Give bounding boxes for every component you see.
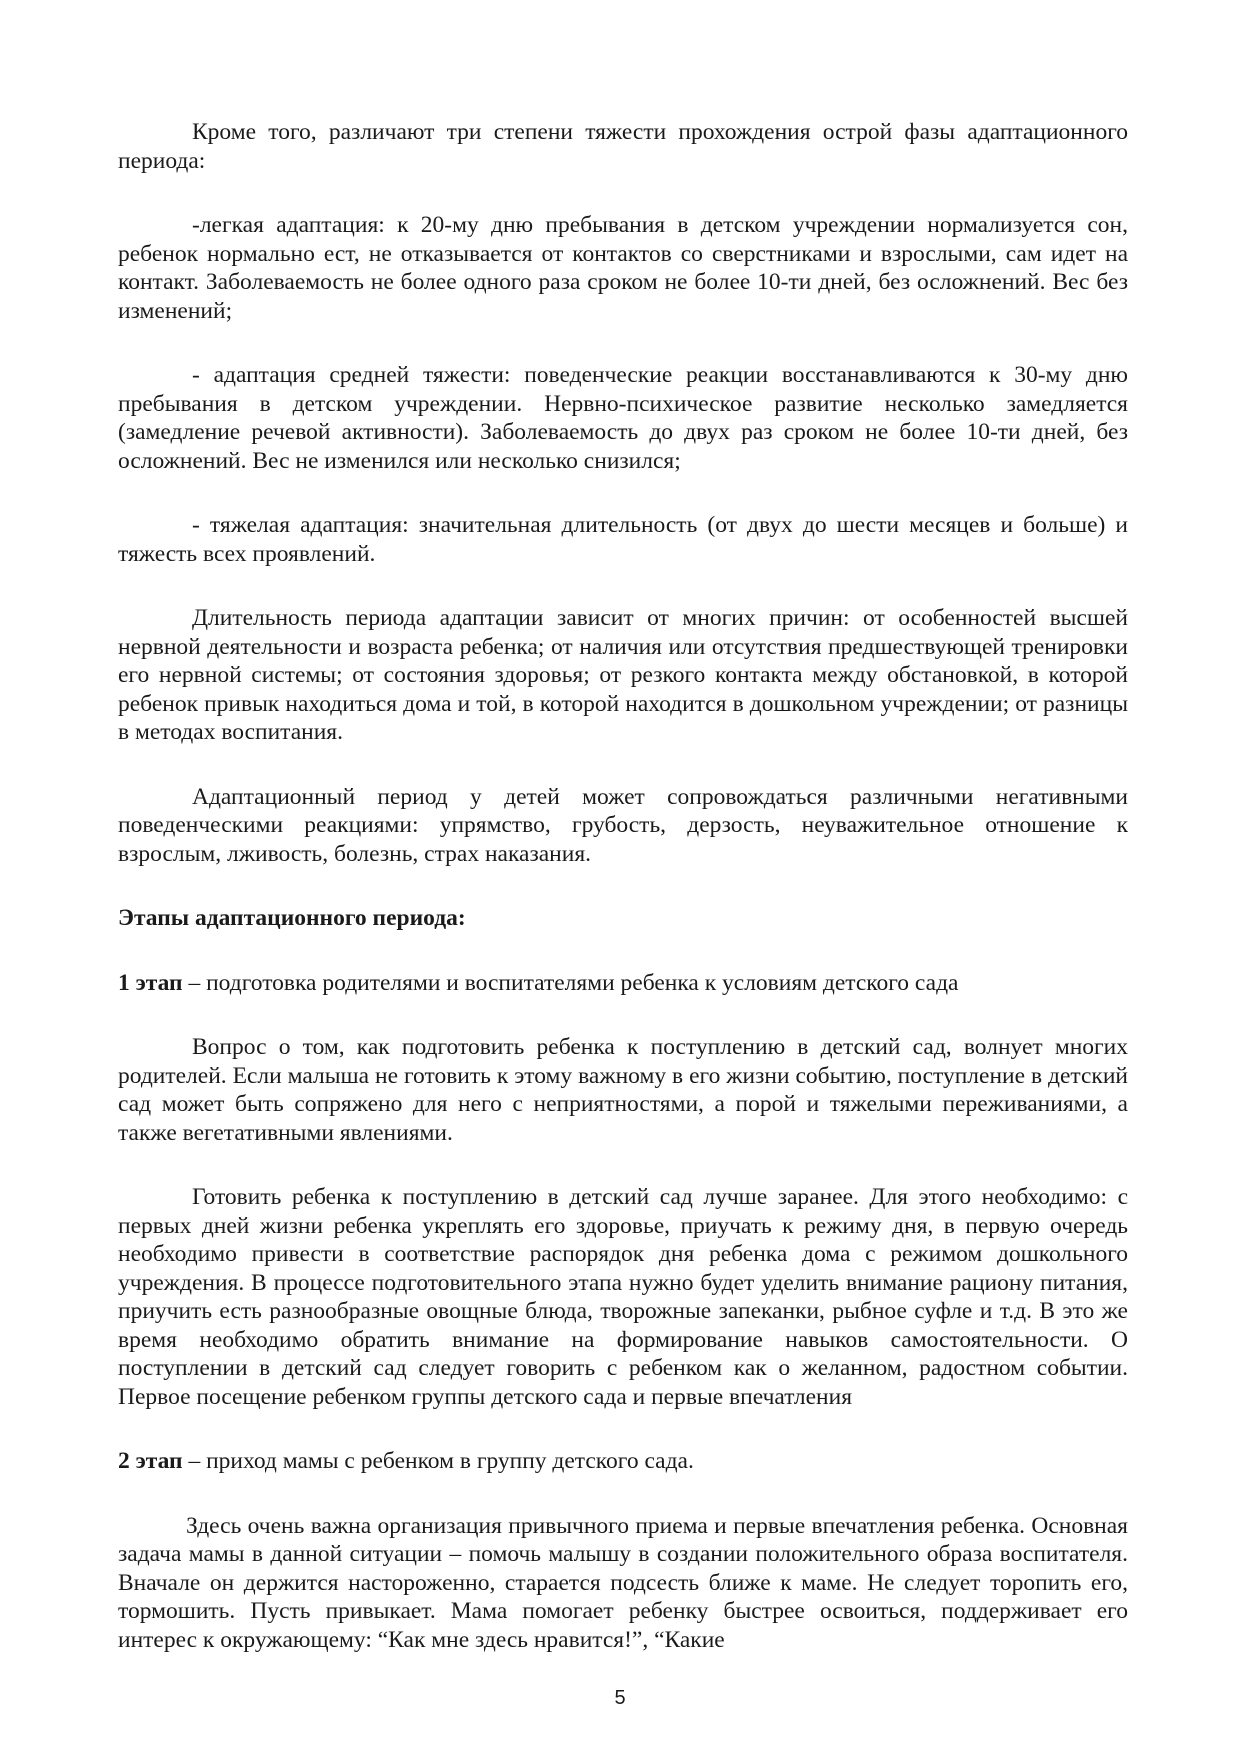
paragraph-severity-intro: Кроме того, различают три степени тяжести прохождения острой фазы адаптационного периода: [118, 119, 1128, 174]
stage-1-text: – подготовка родителями и воспитателями ребенка к условиям детского сада [182, 969, 959, 996]
stage-1-label: 1 этап [118, 969, 183, 996]
paragraph-duration: Длительность периода адаптации зависит от многих причин: от особенностей высшей нервной деятельности и возраста ребенка; от наличия или отсутствия предшествующей тренировки его нервной системы; от состояния здоровья; от резкого контакта между обстановкой, в которой ребенок привык находиться дома и той, в которой находится в дошкольном учреждении; от разницы в методах воспитания. [118, 605, 1128, 745]
paragraph-light-adaptation: -легкая адаптация: к 20-му дню пребывания в детском учреждении нормализуется сон, ребенок нормально ест, не отказывается от контактов со сверстниками и взрослыми, сам идет на контакт. Заболеваемость не более одного раза сроком не более 10-ти дней, без осложнений. Вес без изменений; [118, 212, 1128, 324]
paragraph-medium-adaptation: - адаптация средней тяжести: поведенческие реакции восстанавливаются к 30-му дню пребывания в детском учреждении. Нервно-психическое развитие несколько замедляется (замедление речевой активности). Заболеваемость до двух раз сроком не более 10-ти дней, без осложнений. Вес не изменился или несколько снизился; [118, 362, 1128, 474]
document-page [118, 118, 1128, 1654]
paragraph-first-visit: Здесь очень важна организация привычного приема и первые впечатления ребенка. Основная задача мамы в данной ситуации – помочь малышу в создании положительного образа воспитателя. Вначале он держится настороженно, старается подсесть ближе к маме. Не следует торопить его, тормошить. Пусть привыкает. Мама помогает ребенку быстрее освоиться, поддерживает его интерес к окружающему: “Как мне здесь нравится!”, “Какие [118, 1512, 1128, 1653]
paragraph-severe-adaptation: - тяжелая адаптация: значительная длительность (от двух до шести месяцев и больше) и тяжесть всех проявлений. [118, 512, 1128, 567]
stage-2-text: – приход мамы с ребенком в группу детского сада. [182, 1448, 694, 1474]
paragraph-preparation-advice: Готовить ребенка к поступлению в детский сад лучше заранее. Для этого необходимо: с первых дней жизни ребенка укреплять его здоровье, приучать к режиму дня, в первую очередь необходимо привести в соответствие распорядок дня ребенка дома с режимом дошкольного учреждения. В процессе подготовительного этапа нужно будет уделить внимание рациону питания, приучить есть разнообразные овощные блюда, творожные запеканки, рыбное суфле и т.д. В это же время необходимо обратить внимание на формирование навыков самостоятельности. О поступлении в детский сад следует говорить с ребенком как о желанном, радостном событии. Первое посещение ребенком группы детского сада и первые впечатления [118, 1184, 1128, 1410]
section-heading: Этапы адаптационного периода: [118, 905, 466, 931]
stage-2-line [118, 1447, 1128, 1476]
stage-1-line [118, 969, 1128, 998]
page-number: 5 [614, 1687, 626, 1709]
paragraph-preparation-question: Вопрос о том, как подготовить ребенка к поступлению в детский сад, волнует многих родителей. Если малыша не готовить к этому важному в его жизни событию, поступление в детский сад может быть сопряжено для него с неприятностями, а порой и тяжелыми переживаниями, а также вегетативными явлениями. [118, 1034, 1128, 1146]
paragraph-negative-reactions: Адаптационный период у детей может сопровождаться различными негативными поведенческими реакциями: упрямство, грубость, дерзость, неуважительное отношение к взрослым, лживость, болезнь, страх наказания. [118, 783, 1128, 867]
stage-2-label: 2 этап [118, 1448, 183, 1474]
